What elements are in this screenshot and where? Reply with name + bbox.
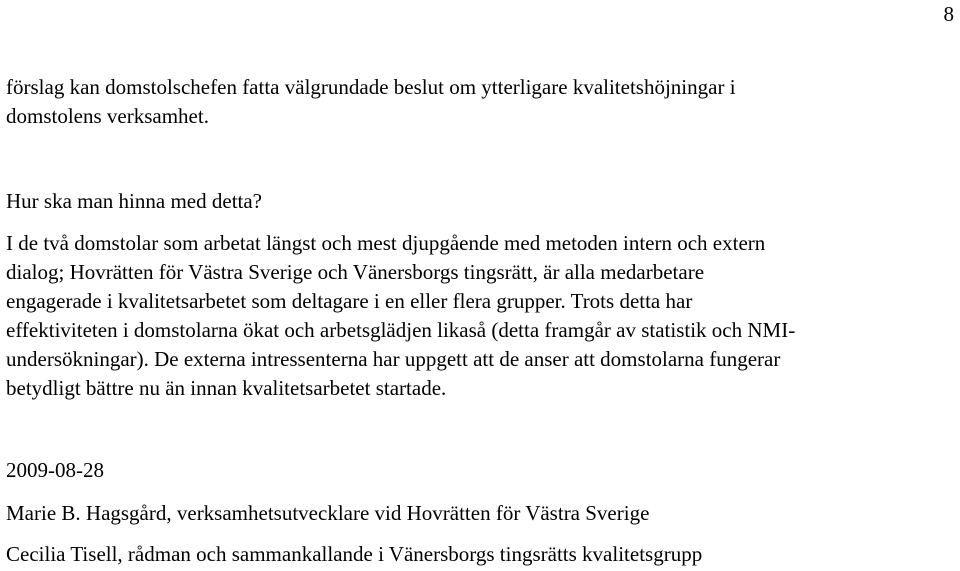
body-line-2: dialog; Hovrätten för Västra Sverige och Vänersborgs tingsrätt, är alla medarbetare [6,260,705,284]
body-line-6: betydligt bättre nu än innan kvalitetsarbetet startade. [6,376,447,400]
body-line-5: undersökningar). De externa intressenterna har uppgett att de anser att domstolarna fungerar [6,347,781,371]
body-line-1: I de två domstolar som arbetat längst och mest djupgående med metoden intern och extern [6,231,766,255]
page-number: 8 [943,2,954,26]
body-line-3: engagerade i kvalitetsarbetet som deltagare i en eller flera grupper. Trots detta har [6,289,693,313]
intro-line-2: domstolens verksamhet. [6,104,209,128]
signature-1: Marie B. Hagsgård, verksamhetsutvecklare vid Hovrätten för Västra Sverige [6,501,650,525]
body-line-4: effektiviteten i domstolarna ökat och arbetsglädjen likaså (detta framgår av statistik och NMI- [6,318,796,342]
signature-2: Cecilia Tisell, rådman och sammankallande i Vänersborgs tingsrätts kvalitetsgrupp [6,542,703,566]
section-heading: Hur ska man hinna med detta? [6,189,262,213]
intro-line-1: förslag kan domstolschefen fatta välgrundade beslut om ytterligare kvalitetshöjningar i [6,75,736,99]
document-date: 2009-08-28 [6,458,104,482]
